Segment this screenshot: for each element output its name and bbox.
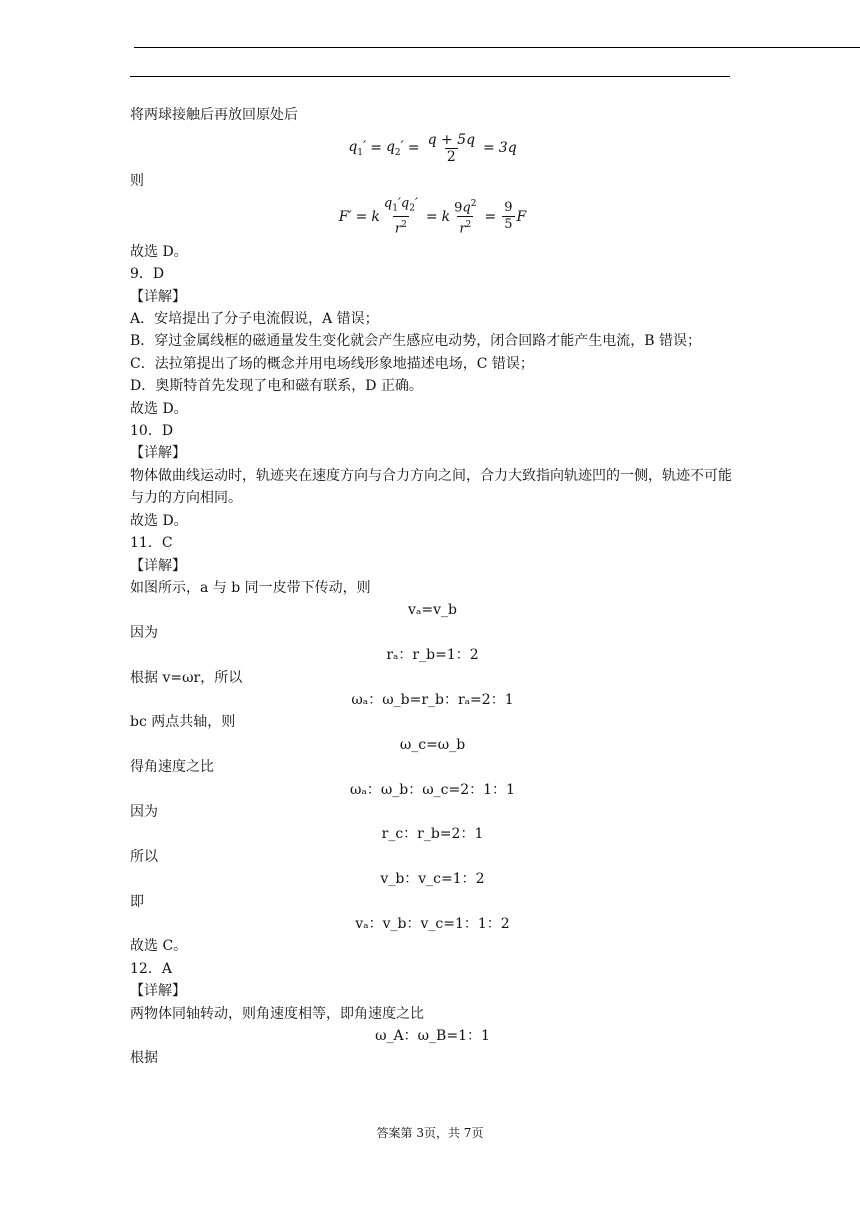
text-line: 所以 [130, 848, 158, 865]
question-number: 9．D [130, 266, 165, 283]
text-line: 故选 D。 [130, 512, 188, 529]
text-line: D．奥斯特首先发现了电和磁有联系，D 正确。 [130, 378, 423, 395]
equation-charge-after-contact: $q_1'$ = $q_2'$ = $\frac{q + 5q}{2}$ = 3q [348, 131, 517, 165]
equation-line: v_b：v_c=1：2 [380, 871, 485, 888]
equation-line: vₐ=v_b [408, 602, 457, 619]
header-rule-top [134, 47, 860, 48]
explanation-heading: 【详解】 [130, 983, 186, 1000]
explanation-heading: 【详解】 [130, 557, 186, 574]
text-line: 即 [130, 893, 144, 910]
explanation-heading: 【详解】 [130, 288, 186, 305]
text-line: 得角速度之比 [130, 759, 214, 776]
text-line: B．穿过金属线框的磁通量发生变化就会产生感应电动势，闭合回路才能产生电流，B 错误； [130, 333, 702, 350]
header-rule-second [130, 76, 730, 77]
text-line: 因为 [130, 624, 158, 641]
question-number: 11．C [130, 535, 173, 552]
text-line: 两物体同轴转动，则角速度相等，即角速度之比 [130, 1005, 424, 1022]
text-line: 将两球接触后再放回原处后 [130, 107, 298, 123]
equation-line: ωₐ：ω_b=r_b：rₐ=2：1 [351, 691, 514, 708]
text-line: 根据 v=ωr，所以 [130, 669, 243, 686]
equation-line: ω_c=ω_b [399, 736, 466, 753]
equation-line: ωₐ：ω_b：ω_c=2：1：1 [350, 781, 515, 798]
text-line: bc 两点共轴，则 [130, 714, 236, 731]
text-line: A．安培提出了分子电流假说，A 错误； [130, 311, 379, 328]
text-paragraph: 物体做曲线运动时，轨迹夹在速度方向与合力方向之间，合力大致指向轨迹凹的一侧，轨迹不可能与力的方向相同。 [130, 467, 732, 507]
text-line: 故选 D。 [130, 400, 188, 417]
text-line: 如图所示，a 与 b 同一皮带下传动，则 [130, 579, 371, 596]
equation-line: r_c：r_b=2：1 [381, 826, 484, 843]
text-line: 故选 C。 [130, 938, 188, 955]
answer-content [130, 104, 735, 1070]
question-number: 10．D [130, 423, 174, 440]
equation-line: vₐ：v_b：v_c=1：1：2 [355, 916, 510, 932]
explanation-heading: 【详解】 [130, 445, 186, 462]
text-line: 根据 [130, 1050, 158, 1067]
page-footer: 答案第 3页，共 7页 [376, 1126, 484, 1140]
text-line: 则 [130, 173, 144, 190]
equation-force-after: F′ = k $\frac{q_1'q_2'}{r^2}$ = k $\frac{9q^2}{r^2}$ = $\frac{9}{5}$ F [338, 195, 527, 237]
question-number: 12．A [130, 960, 172, 977]
text-line: 因为 [130, 803, 158, 820]
equation-line: rₐ：r_b=1：2 [386, 647, 479, 664]
text-line: C．法拉第提出了场的概念并用电场线形象地描述电场，C 错误； [130, 355, 534, 372]
equation-line: ω_A：ω_B=1：1 [375, 1028, 490, 1045]
text-line: 故选 D。 [130, 243, 188, 260]
